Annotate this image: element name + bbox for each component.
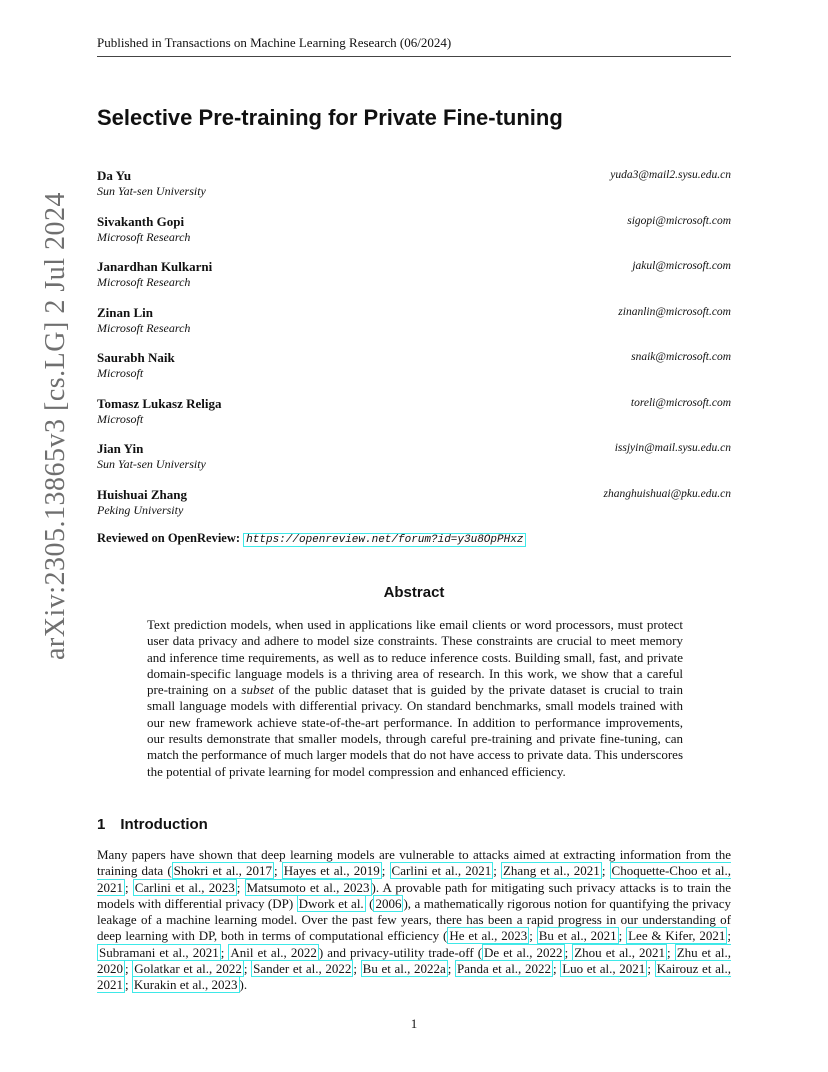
citation-link[interactable]: Bu et al., 2021 <box>538 928 617 944</box>
citation-link[interactable]: Panda et al., 2022 <box>457 961 551 977</box>
citation-link[interactable]: Zhu et al., 2020 <box>97 944 731 977</box>
abstract-heading: Abstract <box>383 584 445 601</box>
citation-link[interactable]: Carlini et al., 2021 <box>391 863 492 879</box>
author-name: Huishuai Zhang <box>97 487 187 502</box>
author-name: Sivakanth Gopi <box>97 214 185 229</box>
author-name: Janardhan Kulkarni <box>97 259 213 274</box>
author-affiliation: Microsoft <box>97 412 144 426</box>
author-email[interactable]: zinanlin@microsoft.com <box>618 306 731 318</box>
author-affiliation: Microsoft Research <box>97 230 191 244</box>
citation-link[interactable]: Choquette-Choo et al., 2021 <box>97 863 731 895</box>
body-text: ), a mathematically rigorous notion for quantifying the privacy leakage of a machine learning model. Over the past few years, there has been a rapid progress in our understanding of deep learning with DP, both in terms of computational efficiency ( <box>97 895 732 944</box>
journal-header: Published in Transactions on Machine Learning Research (06/2024) <box>97 35 731 57</box>
citation-link[interactable]: Bu et al., 2022a <box>362 961 446 977</box>
abstract-part: Text prediction models, when used in applications like email clients or word processors, must protect user data privacy and adhere to model size constraints. These constraints are crucial to meet memory and inference time requirements, as well as to reduce inference costs. Building small, fast, and private domain-specific language models is a thriving area of research. In this work, we show that a careful pre-training on a <box>147 617 683 698</box>
citation-link[interactable]: Carlini et al., 2023 <box>134 879 235 895</box>
author-affiliation: Microsoft <box>97 366 144 380</box>
abstract-part: of the public dataset that is guided by the private dataset is crucial to train small language models with differential privacy. On standard benchmarks, small models trained with our new framework achieve state-of-the-art performance. In addition to performance improvements, our results demonstrate that smaller models, through careful pre-training and private fine-tuning, can match the performance of much larger models that do not have access to private data. This underscores the potential of private learning for model compression and enhanced efficiency. <box>147 682 683 779</box>
author-entry <box>97 396 731 430</box>
author-affiliation: Microsoft Research <box>97 275 191 289</box>
citation-link[interactable]: Lee & Kifer, 2021 <box>628 928 726 944</box>
paper-title: Selective Pre-training for Private Fine-tuning <box>97 105 563 130</box>
author-affiliation: Sun Yat-sen University <box>97 184 206 198</box>
citation-link[interactable]: Dwork et al. <box>298 895 364 911</box>
author-affiliation: Microsoft Research <box>97 321 191 335</box>
citation-link[interactable]: Luo et al., 2021 <box>562 961 646 977</box>
citation-link[interactable]: He et al., 2023 <box>449 928 528 944</box>
citation-link[interactable]: Shokri et al., 2017 <box>173 863 272 879</box>
citation-link[interactable]: Zhang et al., 2021 <box>502 863 600 879</box>
citation-link[interactable]: Golatkar et al., 2022 <box>134 961 242 977</box>
body-text: ) and privacy-utility trade-off ( <box>318 944 483 960</box>
abstract-text <box>147 617 683 780</box>
body-text: ). <box>239 977 248 993</box>
author-name: Tomasz Lukasz Religa <box>97 396 222 411</box>
author-email[interactable]: zhanghuishuai@pku.edu.cn <box>603 488 731 500</box>
author-email[interactable]: jakul@microsoft.com <box>632 260 731 272</box>
author-email[interactable]: sigopi@microsoft.com <box>627 215 731 227</box>
author-name: Saurabh Naik <box>97 350 175 365</box>
citation-link[interactable]: Sander et al., 2022 <box>253 961 352 977</box>
citation-link[interactable]: Matsumoto et al., 2023 <box>246 879 370 895</box>
author-affiliation: Peking University <box>97 503 184 517</box>
citation-link[interactable]: Kurakin et al., 2023 <box>133 977 238 993</box>
author-entry <box>97 441 731 475</box>
section-title: Introduction <box>120 816 208 833</box>
review-label: Reviewed on OpenReview: <box>97 531 241 545</box>
author-name: Jian Yin <box>97 441 144 456</box>
citation-link[interactable]: Kairouz et al., 2021 <box>97 961 731 993</box>
body-text: Many papers have shown that deep learning models are vulnerable to attacks aimed at extracting information from the training data ( <box>97 847 731 879</box>
review-line <box>97 531 526 546</box>
author-email[interactable]: snaik@microsoft.com <box>631 351 731 363</box>
author-entry <box>97 487 731 521</box>
author-name: Da Yu <box>97 168 132 183</box>
author-entry <box>97 168 731 202</box>
page-number: 1 <box>410 1016 418 1031</box>
author-name: Zinan Lin <box>97 305 154 320</box>
citation-link[interactable]: 2006 <box>375 895 402 911</box>
citation-link[interactable]: Zhou et al., 2021 <box>574 944 666 960</box>
citation-link[interactable]: Hayes et al., 2019 <box>283 863 380 879</box>
citation-link[interactable]: De et al., 2022 <box>484 944 563 960</box>
abstract-emphasis: subset <box>241 682 274 698</box>
author-email[interactable]: issjyin@mail.sysu.edu.cn <box>614 442 731 454</box>
author-affiliation: Sun Yat-sen University <box>97 457 206 471</box>
body-text: ). A provable path for mitigating such privacy attacks is to train the models with differential privacy (DP) <box>97 879 731 911</box>
citation-link[interactable]: Subramani et al., 2021 <box>99 944 219 960</box>
author-entry <box>97 259 731 293</box>
author-entry <box>97 350 731 384</box>
author-email[interactable]: toreli@microsoft.com <box>630 397 731 409</box>
author-entry <box>97 214 731 248</box>
section-number: 1 <box>97 816 106 833</box>
arxiv-identifier: arXiv:2305.13865v3 [cs.LG] 2 Jul 2024 <box>40 191 71 660</box>
author-entry <box>97 305 731 339</box>
openreview-link[interactable]: https://openreview.net/forum?id=y3u8OpPHxz <box>243 533 526 547</box>
intro-paragraph: Many papers have shown that deep learning models are vulnerable to attacks aimed at extracting information from the training data ( Shokri et al., 2017 ; Hayes et al., 2019 ; Carlini et al., 2021 ; Zhang et al., 2021 ; Choquette-Choo et al., 2021 ; Carlini et al., 2023 ; Matsumoto et al., 2023 ). A provable path for mitigating such privacy attacks is to train the models with differential privacy (DP) Dwork et al. ( 2006 ), a mathematically rigorous notion for quantifying the privacy leakage of a machine learning model. Over the past few years, there has been a rapid progress in our understanding of deep learning with DP, both in terms of computational efficiency ( He et al., 2023 ; Bu et al., 2021 ; Lee & Kifer, 2021 ; Subramani et al., 2021 ; Anil et al., 2022 ) and privacy-utility trade-off ( De et al., 2022 ; Zhou et al., 2021 ; Zhu et al., 2020 ; Golatkar et al., 2022 ; Sander et al., 2022 ; Bu et al., 2022a ; Panda et al., 2022 ; Luo et al., 2021 ; Kairouz et al., 2021 ; Kurakin et al., 2023 ). <box>97 847 732 993</box>
section-heading <box>97 816 208 833</box>
citation-link[interactable]: Anil et al., 2022 <box>230 944 317 960</box>
author-email[interactable]: yuda3@mail2.sysu.edu.cn <box>610 169 731 181</box>
